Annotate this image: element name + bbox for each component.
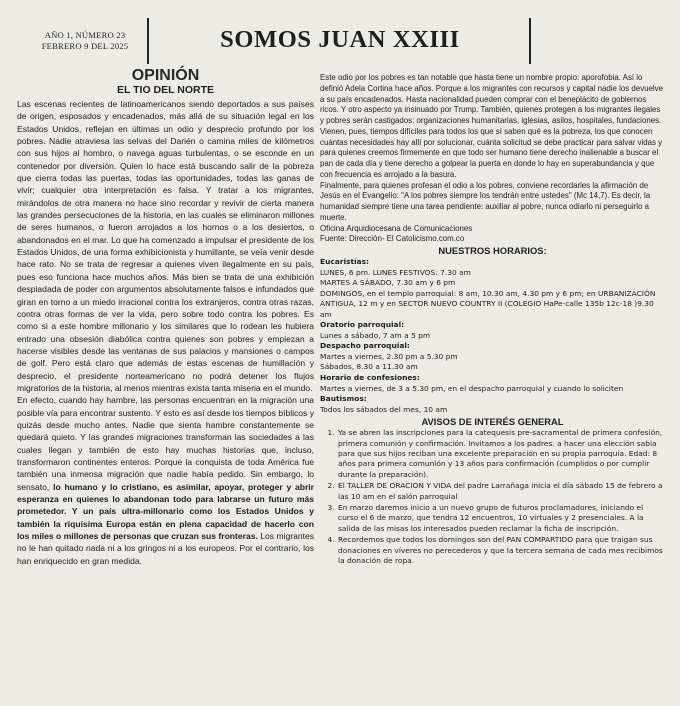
despacho-label: Despacho parroquial: <box>320 341 410 351</box>
oratorio-label: Oratorio parroquial: <box>320 320 405 330</box>
article-paragraph-1: Las escenas recientes de latinoamericanos siendo deportados a sus países de origen, esposados y encadenados, más allá de su situación legal en los Estados Unidos, reflejan en últimas un odio y desprecio profundo por los pobres. Nadie atraviesa las selvas del Darién o camina miles de kilómetros con sus hijos al hombro, o navega aguas turbulentas, o se esconde en un contenedor por diversión. Quien lo hace está buscando salir de la pobreza que cierra todas las puertas, todas las oportunidades, todas las ganas de vivir; cualquier otra interpretación es falsa. Y tratar a los migrantes, mirándolos de otra manera no hace sino recordar y revivir de cierta manera las grandes persecuciones de la historia, en las cuales se eliminaron millones de seres humanos, o fueron arrojados a los hornos o a los desiertos, o abandonados en el mar. Lo que ha comenzado a impulsar el presidente de los Estados Unidos, de una forma exhibicionista y humillante, se veía venir desde hace rato. No se trata de regresar a quienes viven ilegalmente en su país, pues eso funciona hace muchos años. Más bien se trata de una exhibición despiadada de poder con argumentos absolutamente falsos e infundados que giran en torno a un miedo irracional contra los extranjeros, contra otras razas, contra otras formas de ver la vida, pero sobre todo contra los pobres. Es como si a este hombre millonario y los similares que lo rodean les hubiera entrado una obsesión diabólica contra quienes son pobres y empiezan a hacerse visibles desde las ventanas de sus palacios y mansiones o campos de golf. Pero está claro que además de estas escenas de humillación y desprecio, el presidente norteamericano no podrá detener los flujos migratorios de la historia, al menos mientras exista tanta miseria en el mundo. <box>17 99 314 393</box>
horarios-heading: NUESTROS HORARIOS: <box>438 245 547 256</box>
issue-date: FEBRERO 9 DEL 2025 <box>41 41 129 51</box>
right-column <box>320 73 665 567</box>
article-source: Fuente: Dirección- El Catolicismo.com.co <box>320 234 465 244</box>
article-paragraph-2 <box>17 394 314 567</box>
aviso-item: 2. El TALLER DE ORACION Y VIDA del padre Larrañaga inicia el día sábado 15 de febrero a las 10 am en el salón parroquial <box>337 481 665 502</box>
issue-number: AÑO 1, NÚMERO 23 <box>44 30 126 40</box>
aviso-item: 3. En marzo daremos inicio a un nuevo grupo de futuros proclamadores, iniciando el curso el 6 de marzo, que tendra 12 encuentros, 10 virtuales y 2 presenciales. A la salida de las misas los interesados pueden reclamar la ficha de inscripción. <box>337 503 665 534</box>
schedule-line: Martes a viernes, de 3 a 5.30 pm, en el despacho parroquial y cuando lo soliciten <box>320 383 624 393</box>
confesiones-label: Horario de confesiones: <box>320 373 420 383</box>
schedule-line: LUNES, 6 pm. LUNES FESTIVOS: 7.30 am <box>320 267 471 277</box>
avisos-list <box>320 428 665 566</box>
article-text: En efecto, cuando hay hambre, las personas encuentran en la migración una posible vía para encontrar sustento. Y esto es así desde los tiempos bíblicos y quizás desde mucho antes. Nadie que sienta hambre constantemente se quedará quieto. Y las grandes migraciones transforman las sociedades a las cuales llegan y también de esto hay muchas historias que, incluso, transformaron continentes enteros. Porque la conquista de toda América fue también una inmensa migración que nadie había pedido. Sin embargo, lo sensato, <box>17 395 314 492</box>
masthead-divider-right <box>529 18 531 64</box>
continuation-paragraph-1: Este odio por los pobres es tan notable que hasta tiene un nombre propio: aporofobia. Así lo definió Adela Cortina hace años. Porque a los migrantes con recursos y capital nadie los devuelve a su país encadenados. Hasta nacionalidad pueden comprar con el beneplácito de gobiernos ricos. Y otro aspecto ya insinuado por Trump. También, quienes protegen a los migrantes ilegales y pobres serán castigados: organizaciones humanitarias, iglesias, asilos, hospitales, fundaciones. Vienen, pues, tiempos difíciles para todos los que sí saben qué es la pobreza, los que conocen cuántas necesidades hay allí por solucionar, cuánta solicitud se debe practicar para salvar vidas y para quienes creemos firmemente en que todo ser humano tiene derecho inalienable a buscar el pan de cada día y tiene derecho a golpear la puerta en donde lo hay en superabundancia y que con frecuencia es arrojado a la basura. <box>320 73 664 179</box>
opinion-column <box>17 67 314 567</box>
schedule-line: Todos los sábados del mes, 10 am <box>320 404 448 414</box>
schedule-line: DOMINGOS, en el templo parroquial: 8 am, 10.30 am, 4.30 pm y 6 pm; en URBANIZACIÓN ANTIGUA, 12 m y en SECTOR NUEVO COUNTRY II (COLEGIO HaPe-calle 135b 12c-18 )9.30 am <box>320 288 656 319</box>
schedule-line: MARTES A SÁBADO, 7.30 am y 6 pm <box>320 278 456 288</box>
article-signature: Oficina Arquidiocesana de Comunicaciones <box>320 223 473 233</box>
eucaristias-label: Eucaristías: <box>320 257 369 266</box>
issue-info <box>30 30 140 52</box>
schedule-line: Martes a viernes, 2.30 pm a 5.30 pm <box>320 351 458 361</box>
article-text-end: Los migrantes no le han quitado nada ni a los gringos ni a los europeos. Por el contrario, los han enriquecido en gran medida. <box>17 531 314 566</box>
section-title: OPINIÓN <box>131 67 200 84</box>
avisos-heading: AVISOS DE INTERÉS GENERAL <box>421 416 564 428</box>
article-emphasis: lo humano y lo cristiano, es asimilar, apoyar, proteger y abrir esperanza en quienes lo abandonan todo para labrarse un futuro más prometedor. Y un país ultra-millonario como los Estados Unidos y también la riquísima Europa están en plena capacidad de hacerlo con los miles o millones de personas que cruzan sus fronteras. <box>17 481 314 542</box>
article-title: EL TIO DEL NORTE <box>116 84 215 96</box>
aviso-item: 1. Ya se abren las inscripciones para la catequesis pre-sacramental de primera confesión, primera comunión y confirmación. Invitamos a los padres. a hacer una elección sabia para que sus hijos reciban una excelente preparación en su propia parroquia. Edad: 8 años para primera comunión y 13 años para confirmación (cumplidos o por cumplir durante la preparación). <box>337 428 665 480</box>
aviso-item: 4. Recordemos que todos los domingos son del PAN COMPARTIDO para que traigan sus donaciones en víveres no perecederos y que la tercera semana de cada mes recibimos la donación de ropa. <box>337 535 665 566</box>
schedule-block <box>320 257 665 415</box>
masthead <box>0 0 680 66</box>
schedule-line: Sábados, 8.30 a 11.30 am <box>320 362 418 372</box>
schedule-line: Lunes a sábado, 7 am a 5 pm <box>320 330 431 340</box>
masthead-divider-left <box>147 18 149 64</box>
continuation-paragraph-2: Finalmente, para quienes profesan el odio a los pobres, conviene recordarles la afirmación de Jesús en el Evangelio: "A los pobres siempre los tendrán entre ustedes" (Mc 14,7). Es decir, la humanidad siempre tiene una tarea pendiente: auxiliar al pobre, nunca odiarlo ni perseguirlo a muerte. <box>320 180 651 222</box>
newsletter-title: SOMOS JUAN XXIII <box>220 26 460 53</box>
bautismos-label: Bautismos: <box>320 394 367 404</box>
